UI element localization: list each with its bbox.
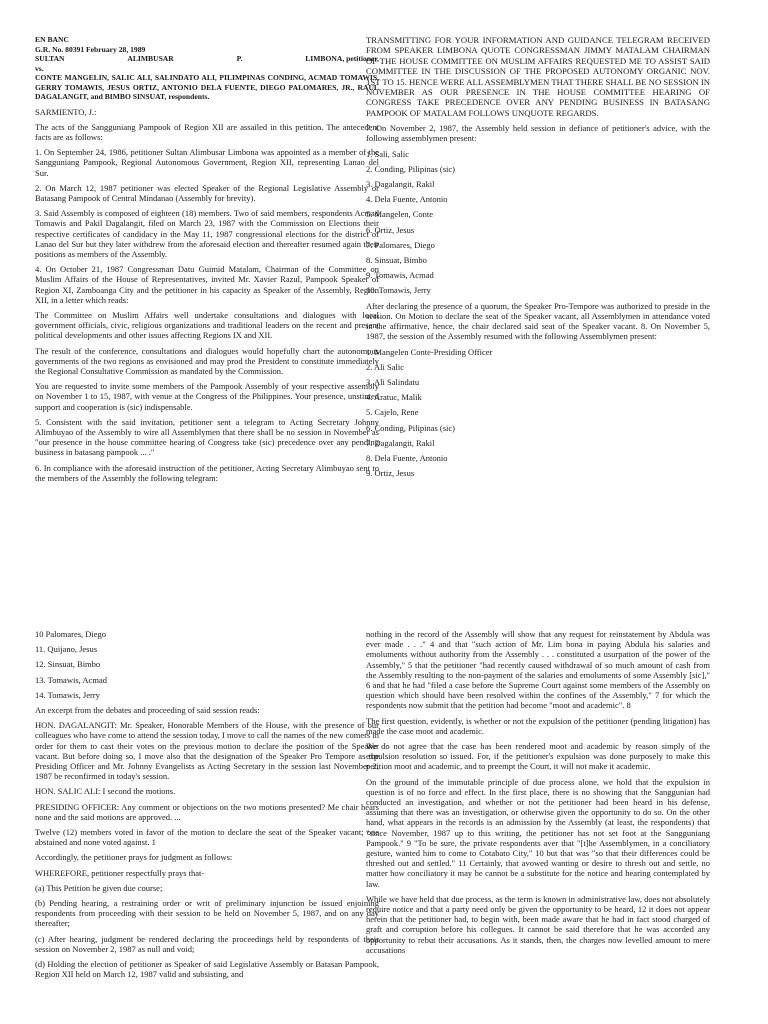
assemblymen-list-nov2	[366, 149, 710, 296]
en-banc-label: EN BANC	[35, 35, 69, 44]
paragraph: Twelve (12) members voted in favor of the motion to declare the seat of the Speaker vacant; one abstained and none voted against. 1	[35, 827, 379, 848]
list-item: 2. Ali Salic	[366, 361, 405, 372]
respondents-list: CONTE MANGELIN, SALIC ALI, SALINDATO ALI, PILIMPINAS CONDING, ACMAD TOMAWIS, GERRY TOMAWIS, JESUS ORTIZ, ANTONIO DELA FUENTE, DIEGO PALOMARES, JR., RAUL DAGALANGIT, and BIMBO SINSUAT, respondents.	[35, 73, 379, 101]
list-item: 8. Dela Fuente, Antonio	[366, 452, 448, 463]
list-item: 5. Cajelo, Rene	[366, 407, 419, 418]
list-item: 4. Dela Fuente, Antonio	[366, 194, 448, 205]
page2-right-column	[366, 629, 710, 960]
page2-right-paragraphs	[366, 629, 710, 955]
list-item: 8. Sinsuat, Bimbo	[366, 255, 427, 266]
paragraph: SARMIENTO, J.:	[35, 106, 97, 117]
paragraph: You are requested to invite some members of the Pampook Assembly of your respective assembly on November 1 to 15, 1987, with venue at the Congress of the Philippines. Your presence, unstinted support and cooperation is (sic) indispensable.	[35, 381, 379, 412]
page1-right-column	[366, 35, 710, 483]
petitioner-line: SULTAN ALIMBUSAR P. LIMBONA, petitioner,	[35, 54, 379, 63]
list-item: 9. Ortiz, Jesus	[366, 468, 415, 479]
assemblymen-list-nov5	[366, 347, 710, 479]
list-item: 1. Sali, Salic	[366, 148, 409, 159]
page2-left-column	[35, 629, 379, 984]
paragraph: While we have held that due process, as the term is known in administrative law, does not absolutely require notice and that a party need only be given the opportunity to be heard, 12 it does not appear herein that the petitioner had, to begin with, been made aware that he had in fact stood charged of graft and corruption before his collegues. It cannot be said therefore that he was accorded any opportunity to rebut their accusations. As it stands, then, the charges now levelled amount to mere accusations	[366, 893, 710, 955]
list-item: 9. Tomawis, Acmad	[366, 270, 434, 281]
paragraph: HON. SALIC ALI: I second the motions.	[35, 786, 176, 797]
list-item: 5. Mangelen, Conte	[366, 209, 434, 220]
list-item: 2. Conding, Pilipinas (sic)	[366, 163, 456, 174]
paragraph: 3. Said Assembly is composed of eighteen (18) members. Two of said members, respondents Acmad Tomawis and Pakil Dagalangit, filed on March 23, 1987 with the Commission on Elections their respective certificates of candidacy in the May 11, 1987 congressional elections for the district of Lanao del Sur but they later withdrew from the aforesaid election and thereafter resumed again their positions as members of the Assembly.	[35, 208, 379, 259]
assemblymen-list-continued	[35, 629, 379, 700]
gr-number: G.R. No. 80391 February 28, 1989	[35, 44, 146, 54]
paragraph: 6. In compliance with the aforesaid instruction of the petitioner, Acting Secretary Alimbuyao sent to the members of the Assembly the following telegram:	[35, 462, 379, 483]
paragraph: 4. On October 21, 1987 Congressman Datu Guimid Matalam, Chairman of the Committee on Muslim Affairs of the House of Representatives, invited Mr. Xavier Razul, Pampook Speaker of Region XI, Zamboanga City and the petitioner in his capacity as Speaker of the Assembly, Region XII, in a letter which reads:	[35, 264, 379, 305]
paragraph: Accordingly, the petitioner prays for judgment as follows:	[35, 852, 233, 863]
paragraph: On the ground of the immutable principle of due process alone, we hold that the expulsion in question is of no force and effect. In the first place, there is no showing that the Sanggunian had conducted an investigation, and whether or not the petitioner had been heard in his defense, assuming that there was an investigation, or otherwise given the opportunity to do so. On the other hand, what appears in the records is an admission by the Assembly (at least, the respondents) that "since November, 1987 up to this writing, the petitioner has not set foot at the Sangguniang Pampook." 9 "To be sure, the private respondents aver that "[t]he Assemblymen, in a conciliatory gesture, wanted him to come to Cotabato City," 10 but that was "so that their differences could be threshed out and settled." 11 Certainly, that avowed wanting or desire to thresh out and settle, no matter how conciliatory it may be cannot be a substitute for the notice and hearing contemplated by law.	[366, 776, 710, 889]
paragraph: PRESIDING OFFICER: Any comment or objections on the two motions presented? Me chair hears none and the said motions are approved. ...	[35, 801, 379, 822]
paragraph: The result of the conference, consultations and dialogues would hopefully chart the autonomous governments of the two regions as envisioned and may prod the President to constitute immediately the Regional Consultative Commission as mandated by the Commission.	[35, 345, 379, 376]
list-item: 13. Tomawis, Acmad	[35, 674, 107, 685]
paragraph: WHEREFORE, petitioner respectfully prays that-	[35, 867, 205, 878]
list-item: 1. Mangelen Conte-Presiding Officer	[366, 346, 493, 357]
page2-left-paragraphs	[35, 705, 379, 979]
list-item: 12. Sinsuat, Bimbo	[35, 659, 101, 670]
page1-left-paragraphs	[35, 107, 379, 484]
list-item: 7. Dagalangit, Rakil	[366, 437, 435, 448]
paragraph: (c) After hearing, judgment be rendered declaring the proceedings held by respondents of their session on November 2, 1987 as null and void;	[35, 933, 379, 954]
list-item: 10 Palomares, Diego	[35, 629, 107, 639]
list-item: 10. Tomawis, Jerry	[366, 285, 431, 296]
paragraph: 5. Consistent with the said invitation, petitioner sent a telegram to Acting Secretary Johnny Alimbuyao of the Assembly to wire all Assemblymen that there shall be no session in November as "our presence in the house committee hearing of Congress take (sic) precedence over any pending business in batasang pampook ... ."	[35, 416, 379, 458]
list-item: 14. Tomawis, Jerry	[35, 689, 100, 700]
paragraph: (a) This Petition be given due course;	[35, 882, 163, 893]
list-item: 6. Conding, Pilipinas (sic)	[366, 422, 456, 433]
paragraph: HON. DAGALANGIT: Mr. Speaker, Honorable Members of the House, with the presence of our colleagues who have come to attend the session today, I move to call the names of the new comers in order for them to cast their votes on the previous motion to declare the position of the Speaker vacant. But before doing so, I move also that the designation of the Speaker Pro Tempore as the Presiding Officer and Mr. Johnny Evangelists as Acting Secretary in the session last November 2, 1987 be reconfirmed in today's session.	[35, 720, 379, 782]
paragraph: 2. On March 12, 1987 petitioner was elected Speaker of the Regional Legislative Assembly or Batasang Pampook of Central Mindanao (Assembly for brevity).	[35, 182, 379, 203]
page1-left-column	[35, 35, 379, 488]
paragraph: An excerpt from the debates and proceeding of said session reads:	[35, 705, 260, 716]
list-item: 4. Aratuc, Malik	[366, 392, 422, 403]
paragraph-after-list: After declaring the presence of a quorum, the Speaker Pro-Tempore was authorized to preside in the session. On Motion to declare the seat of the Speaker vacant, all Assemblymen in attendance voted in the affirmative, hence, the chair declared said seat of the Speaker vacant. 8. On November 5, 1987, the session of the Assembly resumed with the following Assemblymen present:	[366, 300, 710, 342]
paragraph: 1. On September 24, 1986, petitioner Sultan Alimbusar Limbona was appointed as a member of the Sangguniang Pampook, Regional Autonomous Government, Region XII, representing Lanao del Sur.	[35, 147, 379, 178]
list-item: 11. Quijano, Jesus	[35, 644, 98, 655]
paragraph: (b) Pending hearing, a restraining order or writ of preliminary injunction be issued enjoining respondents from proceeding with their session to be held on November 5, 1987, and on any day thereafter;	[35, 898, 379, 929]
list-item: 3. Dagalangit, Rakil	[366, 179, 435, 190]
paragraph: The first question, evidently, is whether or not the expulsion of the petitioner (pending litigation) has made the case moot and academic.	[366, 715, 710, 736]
versus-label: vs.	[35, 63, 44, 73]
telegram-text: TRANSMITTING FOR YOUR INFORMATION AND GUIDANCE TELEGRAM RECEIVED FROM SPEAKER LIMBONA QUOTE CONGRESSMAN JIMMY MATALAM CHAIRMAN OF THE HOUSE COMMITTEE ON MUSLIM AFFAIRS REQUESTED ME TO ASSIST SAID COMMITTEE IN THE DISCUSSION OF THE PROPOSED AUTONOMY ORGANIC NOV. 1ST TO 15. HENCE WERE ALL ASSEMBLYMEN THAT THERE SHALL BE NO SESSION IN NOVEMBER AS OUR PRESENCE IN THE HOUSE COMMITTEE HEARING OF CONGRESS TAKE PRECEDENCE OVER ANY PENDING BUSINESS IN BATASANG PAMPOOK OF MATALAM FOLLOWS UNQUOTE REGARDS.	[366, 35, 710, 118]
paragraph: (d) Holding the election of petitioner as Speaker of said Legislative Assembly or Batasan Pampook, Region XII held on March 12, 1987 valid and subsisting, and	[35, 959, 379, 980]
paragraph-7: 7. On November 2, 1987, the Assembly held session in defiance of petitioner's advice, with the following assemblymen present:	[366, 123, 710, 144]
list-item: 6. Ortiz, Jesus	[366, 224, 415, 235]
document-page-2	[0, 512, 768, 1024]
list-item: 3. Ali Salindatu	[366, 376, 420, 387]
paragraph: The Committee on Muslim Affairs well undertake consultations and dialogues with local government officials, civic, religious organizations and traditional leaders on the recent and present political developments and other issues affecting Regions IX and XII.	[35, 309, 379, 341]
list-item: 7. Palomares, Diego	[366, 239, 435, 250]
paragraph: nothing in the record of the Assembly will show that any request for reinstatement by Abdula was ever made . . ." 4 and that "such action of Mr. Lim bona in paying Abdula his salaries and emoluments without authority from the Assembly . . . constituted a usurpation of the power of the Assembly," 5 that the petitioner "had recently caused withdrawal of so much amount of cash from the Assembly resulting to the non-payment of the salaries and emoluments of some Assembly [sic]," 6 and that he had "filed a case before the Supreme Court against some members of the Assembly on question which should have been resolved within the confines of the Assembly," 7 for which the respondents now submit that the petition had become "moot and academic". 8	[366, 629, 710, 711]
paragraph: We do not agree that the case has been rendered moot and academic by reason simply of the expulsion resolution so issued. For, if the petitioner's expulsion was done purposely to make this petition moot and academic, and to preempt the Court, it will not make it academic.	[366, 741, 710, 772]
paragraph: The acts of the Sangguniang Pampook of Region XII are assailed in this petition. The antecedent facts are as follows:	[35, 121, 379, 142]
